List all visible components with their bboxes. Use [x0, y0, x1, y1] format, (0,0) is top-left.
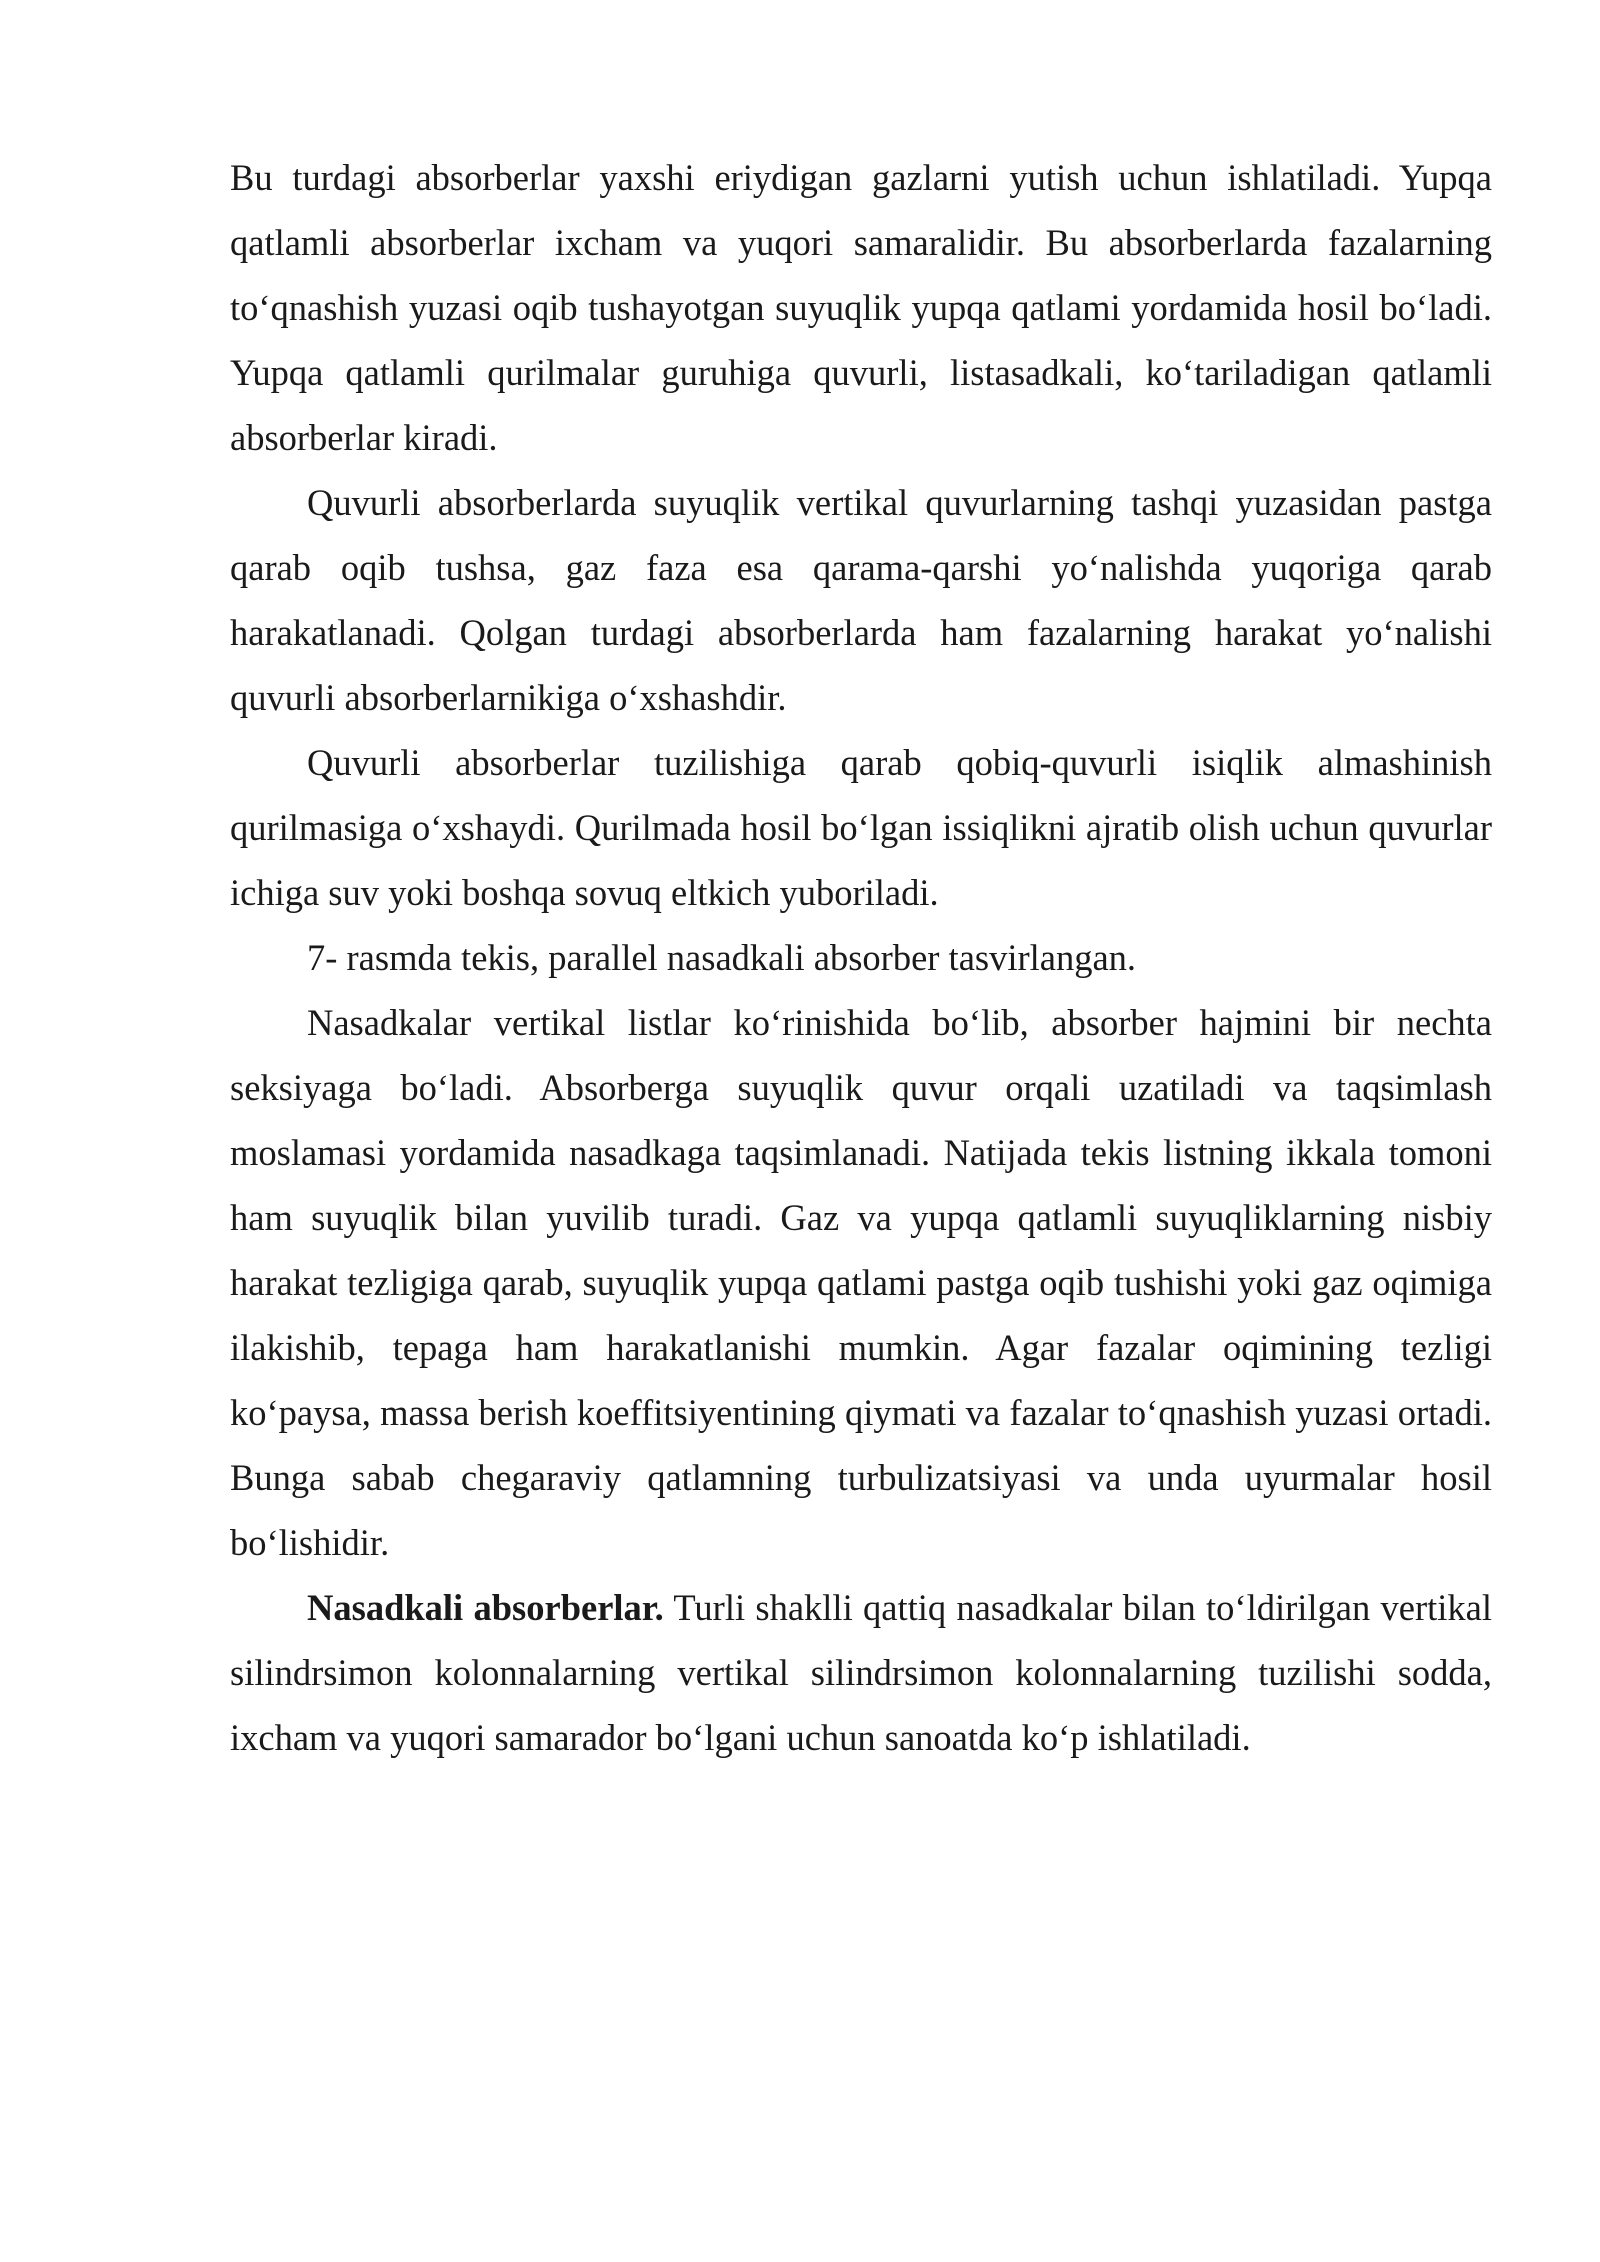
paragraph-5: Nasadkalar vertikal listlar ko‘rinishida bo‘lib, absorber hajmini bir nechta seksiyaga bo‘ladi. Absorberga suyuqlik quvur orqali uzatiladi va taqsimlash moslamasi yordamida nasadkaga taqsimlanadi. Natijada tekis listning ikkala tomoni ham suyuqlik bilan yuvilib turadi. Gaz va yupqa qatlamli suyuqliklarning nisbiy harakat tezligiga qarab, suyuqlik yupqa qatlami pastga oqib tushishi yoki gaz oqimiga ilakishib, tepaga ham harakatlanishi mumkin. Agar fazalar oqimining tezligi ko‘paysa, massa berish koeffitsiyentining qiymati va fazalar to‘qnashish yuzasi ortadi. Bunga sabab chegaraviy qatlamning turbulizatsiyasi va unda uyurmalar hosil bo‘lishidir. [230, 1002, 1492, 1563]
paragraph-1: Bu turdagi absorberlar yaxshi eriydigan gazlarni yutish uchun ishlatiladi. Yupqa qatlamli absorberlar ixcham va yuqori samaralidir. Bu absorberlarda fazalarning to‘qnashish yuzasi oqib tushayotgan suyuqlik yupqa qatlami yordamida hosil bo‘ladi. Yupqa qatlamli qurilmalar guruhiga quvurli, listasadkali, ko‘tariladigan qatlamli absorberlar kiradi. [230, 157, 1492, 458]
paragraph-6-text: Turli shaklli qattiq nasadkalar bilan to‘ldirilgan vertikal silindrsimon kolonnalarning vertikal silindrsimon kolonnalarning tuzilishi sodda, ixcham va yuqori samarador bo‘lgani uchun sanoatda ko‘p ishlatiladi. [230, 1587, 1493, 1758]
paragraph-6 [230, 1575, 1492, 1770]
paragraph-2: Quvurli absorberlarda suyuqlik vertikal quvurlarning tashqi yuzasidan pastga qarab oqib tushsa, gaz faza esa qarama-qarshi yo‘nalishda yuqoriga qarab harakatlanadi. Qolgan turdagi absorberlarda ham fazalarning harakat yo‘nalishi quvurli absorberlarnikiga o‘xshashdir. [230, 482, 1492, 718]
paragraph-4: 7- rasmda tekis, parallel nasadkali absorber tasvirlangan. [307, 937, 1137, 978]
section-heading: Nasadkali absorberlar. [307, 1587, 664, 1628]
document-body [230, 145, 1492, 1770]
paragraph-3: Quvurli absorberlar tuzilishiga qarab qobiq-quvurli isiqlik almashinish qurilmasiga o‘xshaydi. Qurilmada hosil bo‘lgan issiqlikni ajratib olish uchun quvurlar ichiga suv yoki boshqa sovuq eltkich yuboriladi. [230, 742, 1492, 913]
